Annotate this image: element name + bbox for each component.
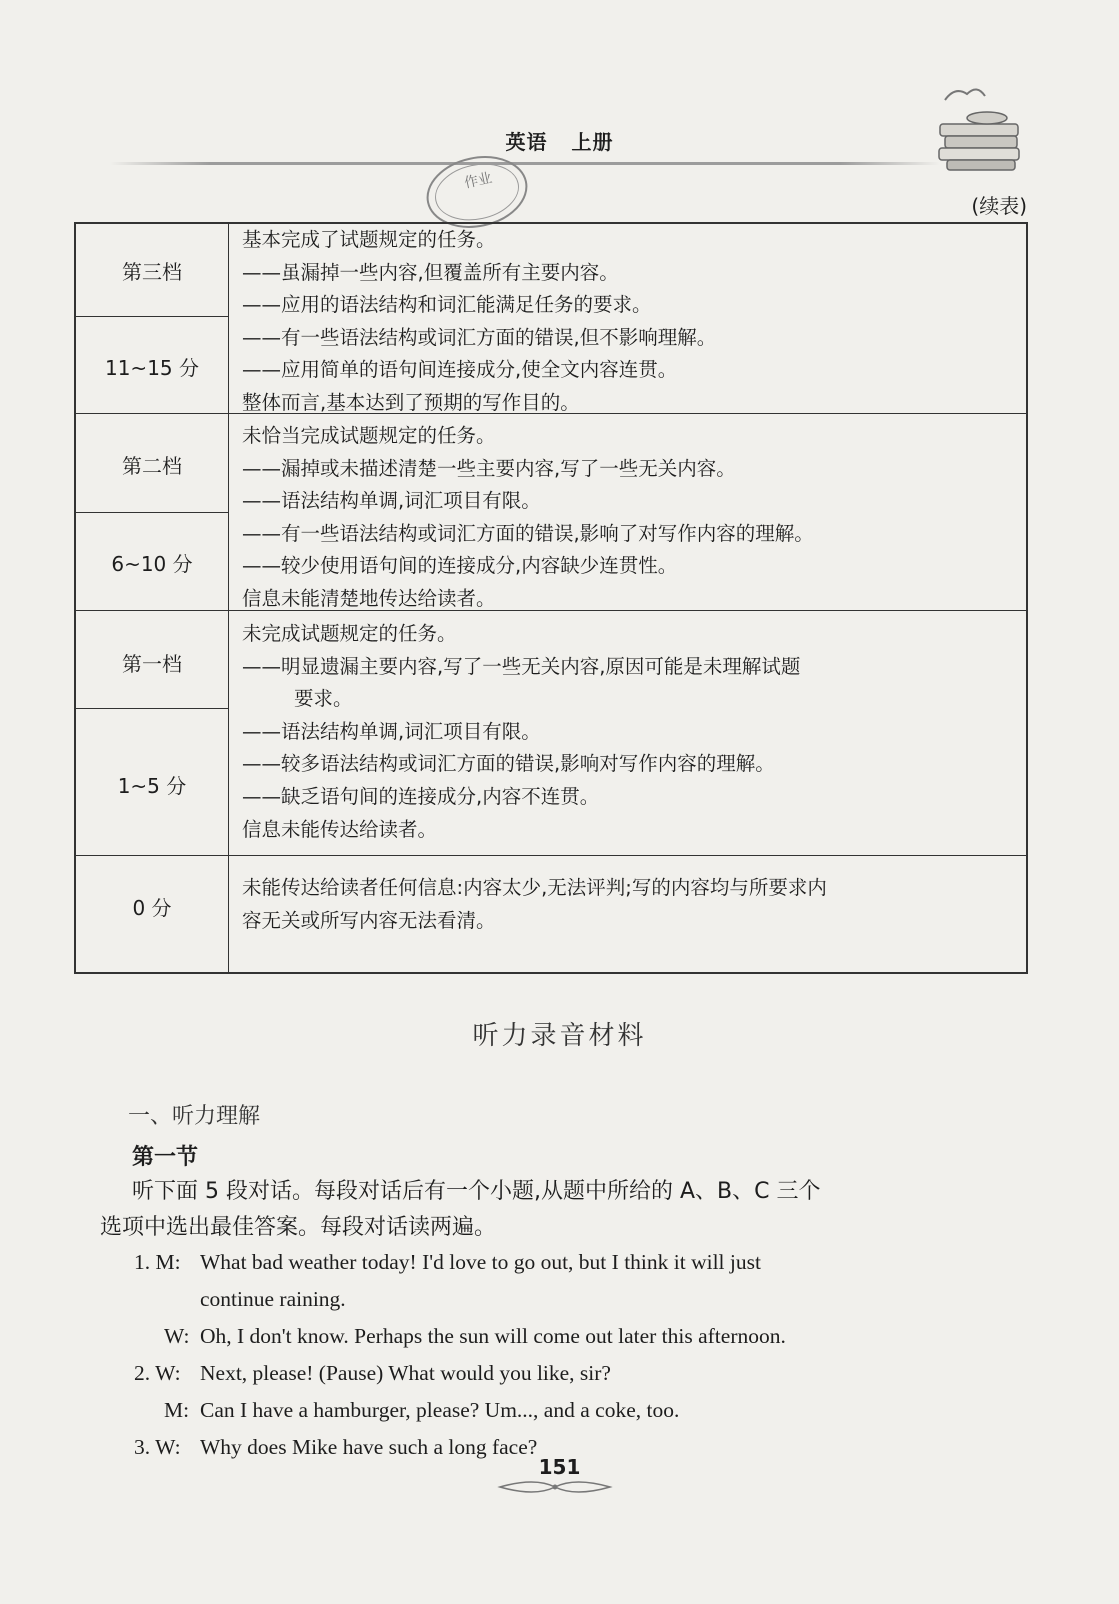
description-line: ——明显遗漏主要内容,写了一些无关内容,原因可能是未理解试题 (242, 654, 801, 678)
level-label: 第二档 (122, 454, 182, 478)
description-line: 整体而言,基本达到了预期的写作目的。 (242, 390, 580, 414)
dialogue-speaker: W: (164, 1324, 190, 1348)
dialogue-line: Can I have a hamburger, please? Um..., and a coke, too. (200, 1398, 680, 1422)
instruction-line: 选项中选出最佳答案。每段对话读两遍。 (100, 1215, 497, 1240)
level-description (242, 224, 1022, 420)
instruction-line: 听下面 5 段对话。每段对话后有一个小题,从题中所给的 A、B、C 三个 (132, 1179, 821, 1204)
stamp (422, 152, 532, 232)
level-label: 第三档 (122, 260, 182, 284)
dialogue-line: Why does Mike have such a long face? (200, 1435, 538, 1459)
level-description (242, 618, 1022, 846)
row-divider (76, 316, 228, 317)
description-line: ——应用的语法结构和词汇能满足任务的要求。 (242, 293, 652, 317)
books-icon (935, 80, 1025, 180)
description-line: ——较多语法结构或词汇方面的错误,影响对写作内容的理解。 (242, 752, 775, 776)
part-title: 一、听力理解 (128, 1104, 261, 1129)
dialogue-number: 1. M: (134, 1250, 181, 1274)
description-line: ——有一些语法结构或词汇方面的错误,影响了对写作内容的理解。 (242, 521, 814, 545)
page-number: 151 (538, 1455, 581, 1479)
level-description (242, 872, 1022, 937)
description-line: ——漏掉或未描述清楚一些主要内容,写了一些无关内容。 (242, 456, 736, 480)
stamp-text: 作业 (462, 170, 494, 192)
description-line: 信息未能传达给读者。 (242, 817, 438, 841)
description-line: ——缺乏语句间的连接成分,内容不连贯。 (242, 784, 600, 808)
description-line: 要求。 (294, 687, 353, 711)
score-label: 6~10 分 (111, 552, 193, 576)
row-divider (76, 855, 1026, 856)
description-line: ——应用简单的语句间连接成分,使全文内容连贯。 (242, 358, 678, 382)
dialogue-line: What bad weather today! I'd love to go out, but I think it will just (200, 1250, 761, 1274)
description-line: ——语法结构单调,词汇项目有限。 (242, 719, 541, 743)
dialogue-line: Next, please! (Pause) What would you like, sir? (200, 1361, 611, 1385)
description-line: 容无关或所写内容无法看清。 (242, 908, 496, 932)
continued-label: (续表) (971, 194, 1027, 218)
score-label: 0 分 (132, 896, 172, 920)
description-line: 未恰当完成试题规定的任务。 (242, 424, 496, 447)
rubric-left-column (76, 224, 229, 972)
dialogue-line: Oh, I don't know. Perhaps the sun will come out later this afternoon. (200, 1324, 786, 1348)
subsection-title: 第一节 (132, 1145, 199, 1170)
description-line: 信息未能清楚地传达给读者。 (242, 586, 496, 610)
description-line: 未完成试题规定的任务。 (242, 622, 457, 645)
header-volume: 上册 (571, 130, 614, 154)
dialogue-number: 3. W: (134, 1435, 181, 1459)
description-line: 基本完成了试题规定的任务。 (242, 228, 496, 251)
level-description (242, 420, 1022, 616)
description-line: 未能传达给读者任何信息:内容太少,无法评判;写的内容均与所要求内 (242, 876, 827, 899)
level-label: 第一档 (122, 652, 182, 676)
row-divider (76, 512, 228, 513)
dialogue-number: 2. W: (134, 1361, 181, 1385)
rubric-table (74, 222, 1028, 974)
description-line: ——语法结构单调,词汇项目有限。 (242, 489, 541, 513)
dialogue-speaker: M: (164, 1398, 190, 1422)
section-title: 听力录音材料 (472, 1021, 647, 1051)
dialogue-line: continue raining. (200, 1287, 346, 1311)
description-line: ——有一些语法结构或词汇方面的错误,但不影响理解。 (242, 325, 717, 349)
header-subject: 英语 (505, 130, 548, 154)
leaf-ornament-icon (490, 1475, 620, 1499)
description-line: ——虽漏掉一些内容,但覆盖所有主要内容。 (242, 260, 619, 284)
description-line: ——较少使用语句间的连接成分,内容缺少连贯性。 (242, 554, 678, 578)
score-label: 1~5 分 (117, 774, 187, 798)
row-divider (76, 708, 228, 709)
score-label: 11~15 分 (104, 356, 199, 380)
